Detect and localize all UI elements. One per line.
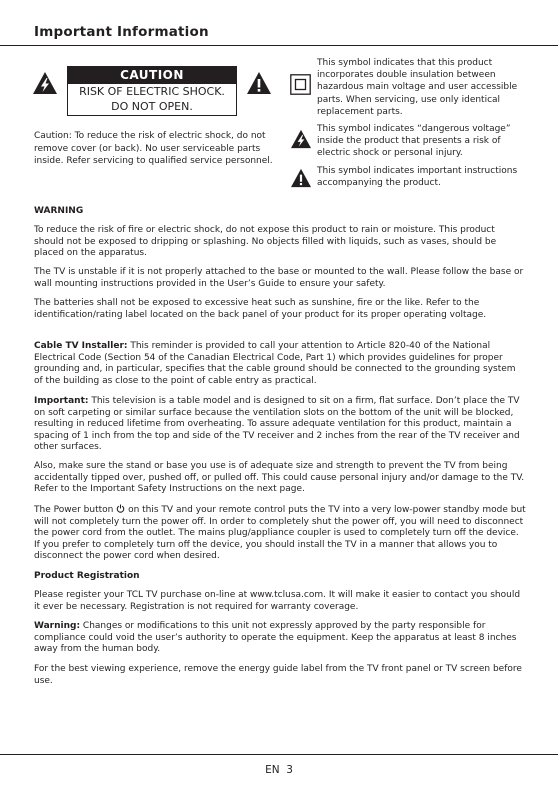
page-title: Important Information xyxy=(34,24,209,40)
power-icon xyxy=(116,504,125,513)
paragraph-cable-installer xyxy=(34,341,526,387)
paragraph-registration: Please register your TCL TV purchase on-line at www.tclusa.com. It will make it easier to contact you should it ever be necessary. Registration is not required for warranty coverage. xyxy=(34,590,521,612)
symbol-text: This symbol indicates important instructions accompanying the product. xyxy=(317,166,518,189)
caution-line-1: RISK OF ELECTRIC SHOCK. xyxy=(79,85,225,98)
footer-language: EN xyxy=(265,764,280,776)
paragraph-moisture: To reduce the risk of fire or electric shock, do not expose this product to rain or moisture. This product should not be exposed to dripping or splashing. No objects filled with liquids, such as vases, should be placed on the apparatus. xyxy=(34,225,497,259)
lightning-triangle-icon xyxy=(32,71,58,95)
exclamation-triangle-icon xyxy=(290,168,312,188)
page-number: 3 xyxy=(286,764,293,776)
symbol-double-insulation xyxy=(290,57,530,119)
paragraph-warning xyxy=(34,621,526,656)
caution-note: Caution: To reduce the risk of electric shock, do not remove cover (or back). No user serviceable parts inside. Refer servicing to qualified service personnel. xyxy=(34,131,273,167)
header-divider xyxy=(0,45,558,46)
paragraph-batteries: The batteries shall not be exposed to excessive heat such as sunshine, fire or the like. Refer to the identification/rating label located on the back panel of your product for its proper operating voltage. xyxy=(34,298,487,320)
exclamation-triangle-icon xyxy=(246,71,272,95)
paragraph-important xyxy=(34,396,526,454)
important-text: This television is a table model and is designed to sit on a firm, flat surface. Don’t place the TV on soft carpeting or similar surface because the ventilation slots on the bottom of the unit will be blocked, resulting in reduced lifetime from overheating. To assure adequate ventilation for this product, maintain a spacing of 1 inch from the top and side of the TV receiver and 2 inches from the rear of the TV receiver and other surfaces. xyxy=(34,396,520,453)
power-text-rest: on this TV and your remote control puts the TV into a very low-power standby mode but will not completely turn the power off. In order to completely shut the power off, you will need to disconnect the power cord from the outlet. The mains plug/appliance coupler is used to completely turn off the device. If you prefer to completely turn off the device, you should install the TV in a manner that allows you to disconnect the power cord when desired. xyxy=(34,505,526,562)
double-insulation-square-icon xyxy=(290,74,311,95)
important-lead: Important: xyxy=(34,396,89,406)
caution-heading: CAUTION xyxy=(68,67,236,84)
caution-label xyxy=(67,66,237,116)
cable-installer-lead: Cable TV Installer: xyxy=(34,341,128,351)
paragraph-power xyxy=(34,504,526,563)
lightning-triangle-icon xyxy=(290,129,312,149)
cable-installer-text: This reminder is provided to call your attention to Article 820-40 of the National Electrical Code (Section 54 of the Canadian Electrical Code, Part 1) which provides guidelines for proper grounding and, in particular, specifies that the cable ground should be connected to the grounding system of the building as close to the point of cable entry as practical. xyxy=(34,341,516,386)
power-text-start: The Power button xyxy=(34,505,117,515)
symbol-text: This symbol indicates “dangerous voltage” inside the product that presents a risk of electric shock or personal injury. xyxy=(317,124,511,159)
registration-heading: Product Registration xyxy=(34,571,140,581)
paragraph-stand: Also, make sure the stand or base you use is of adequate size and strength to prevent the TV from being accidentally tipped over, pushed off, or pulled off. This could cause personal injury and/or damage to the TV. Refer to the Important Safety Instructions on the next page. xyxy=(34,461,525,495)
caution-line-2: DO NOT OPEN. xyxy=(111,100,193,113)
symbol-dangerous-voltage xyxy=(290,123,530,161)
paragraph-energy-guide: For the best viewing experience, remove the energy guide label from the TV front panel or TV screen before use. xyxy=(34,664,522,686)
warning-heading: WARNING xyxy=(34,206,84,216)
warning-text: Changes or modifications to this unit not expressly approved by the party responsible for compliance could void the user’s authority to operate the equipment. Keep the apparatus at least 8 inches away from the human body. xyxy=(34,621,517,655)
symbol-text: This symbol indicates that this product incorporates double insulation between hazardous main voltage and user accessible parts. When servicing, use only identical replacement parts. xyxy=(317,58,518,117)
paragraph-stability: The TV is unstable if it is not properly attached to the base or mounted to the wall. Please follow the base or wall mounting instructions provided in the User’s Guide to ensure your safety. xyxy=(34,267,524,289)
page-footer xyxy=(0,764,558,776)
warning-lead: Warning: xyxy=(34,621,81,631)
symbol-important-instructions xyxy=(290,165,530,191)
footer-divider xyxy=(0,754,558,755)
